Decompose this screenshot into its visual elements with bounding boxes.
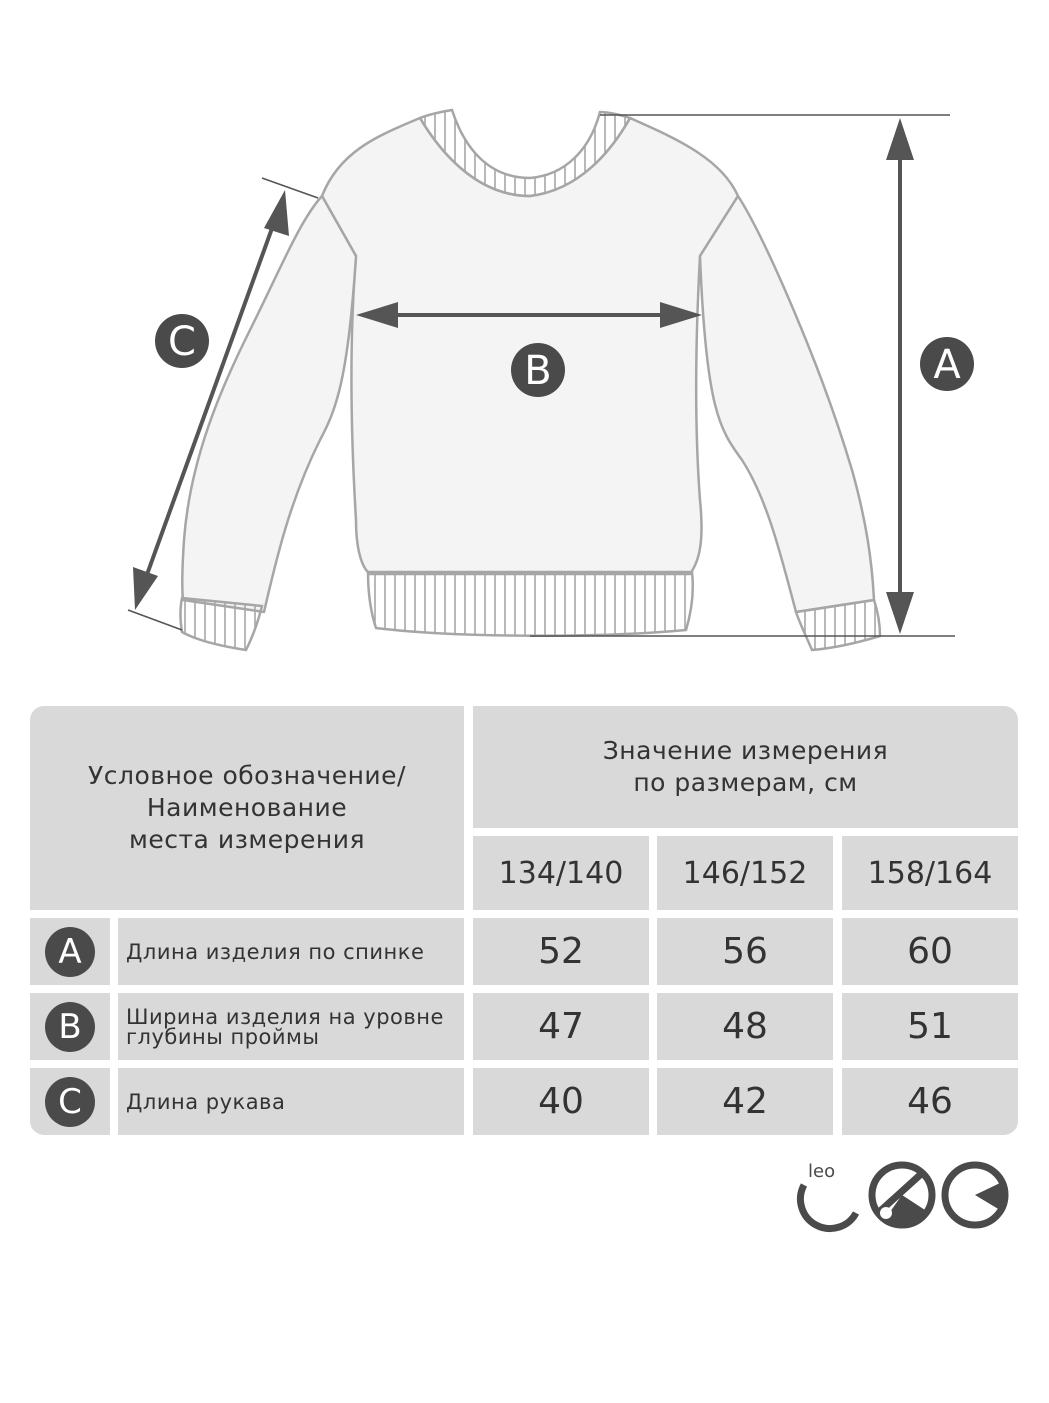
marker-b [511,343,565,397]
row-a-value-2: 56 [657,918,833,985]
marker-c-label: C [168,319,196,365]
size-header-2: 146/152 [657,836,833,910]
logo-letter-l [800,1185,856,1229]
row-b-name-cell [118,993,464,1060]
row-c-value-2: 42 [657,1068,833,1135]
row-a-marker-cell [30,918,110,985]
row-c-marker: C [45,1077,95,1127]
row-a-value-1: 52 [473,918,649,985]
row-b-name-text: Ширина изделия на уровне глубины проймы [126,1004,444,1049]
logo-text: leo [808,1161,836,1182]
logo-letter-o [945,1165,1005,1225]
marker-a-label: A [933,342,961,388]
header-values-cell [473,706,1018,828]
row-a-marker: A [45,927,95,977]
row-b-marker: B [45,1002,95,1052]
marker-c [155,314,209,368]
hem-rib [368,572,693,636]
marker-b-label: B [524,348,552,394]
size-header-3: 158/164 [842,836,1018,910]
row-c-name-cell: Длина рукава [118,1068,464,1135]
row-a-value-3: 60 [842,918,1018,985]
sweater-diagram [0,0,1049,680]
header-values-text: Значение измерения по размерам, см [602,736,889,797]
leo-logo [790,1155,1020,1245]
size-header-1: 134/140 [473,836,649,910]
row-a-name-cell: Длина изделия по спинке [118,918,464,985]
header-designation-cell [30,706,464,910]
row-b-value-1: 47 [473,993,649,1060]
row-b-value-2: 48 [657,993,833,1060]
header-designation-text: Условное обозначение/ Наименование места измерения [88,761,406,854]
left-cuff [181,598,263,650]
row-c-value-3: 46 [842,1068,1018,1135]
row-b-marker-cell [30,993,110,1060]
logo-letter-e [872,1165,932,1225]
row-b-value-3: 51 [842,993,1018,1060]
row-c-value-1: 40 [473,1068,649,1135]
marker-a [920,337,974,391]
row-c-marker-cell [30,1068,110,1135]
